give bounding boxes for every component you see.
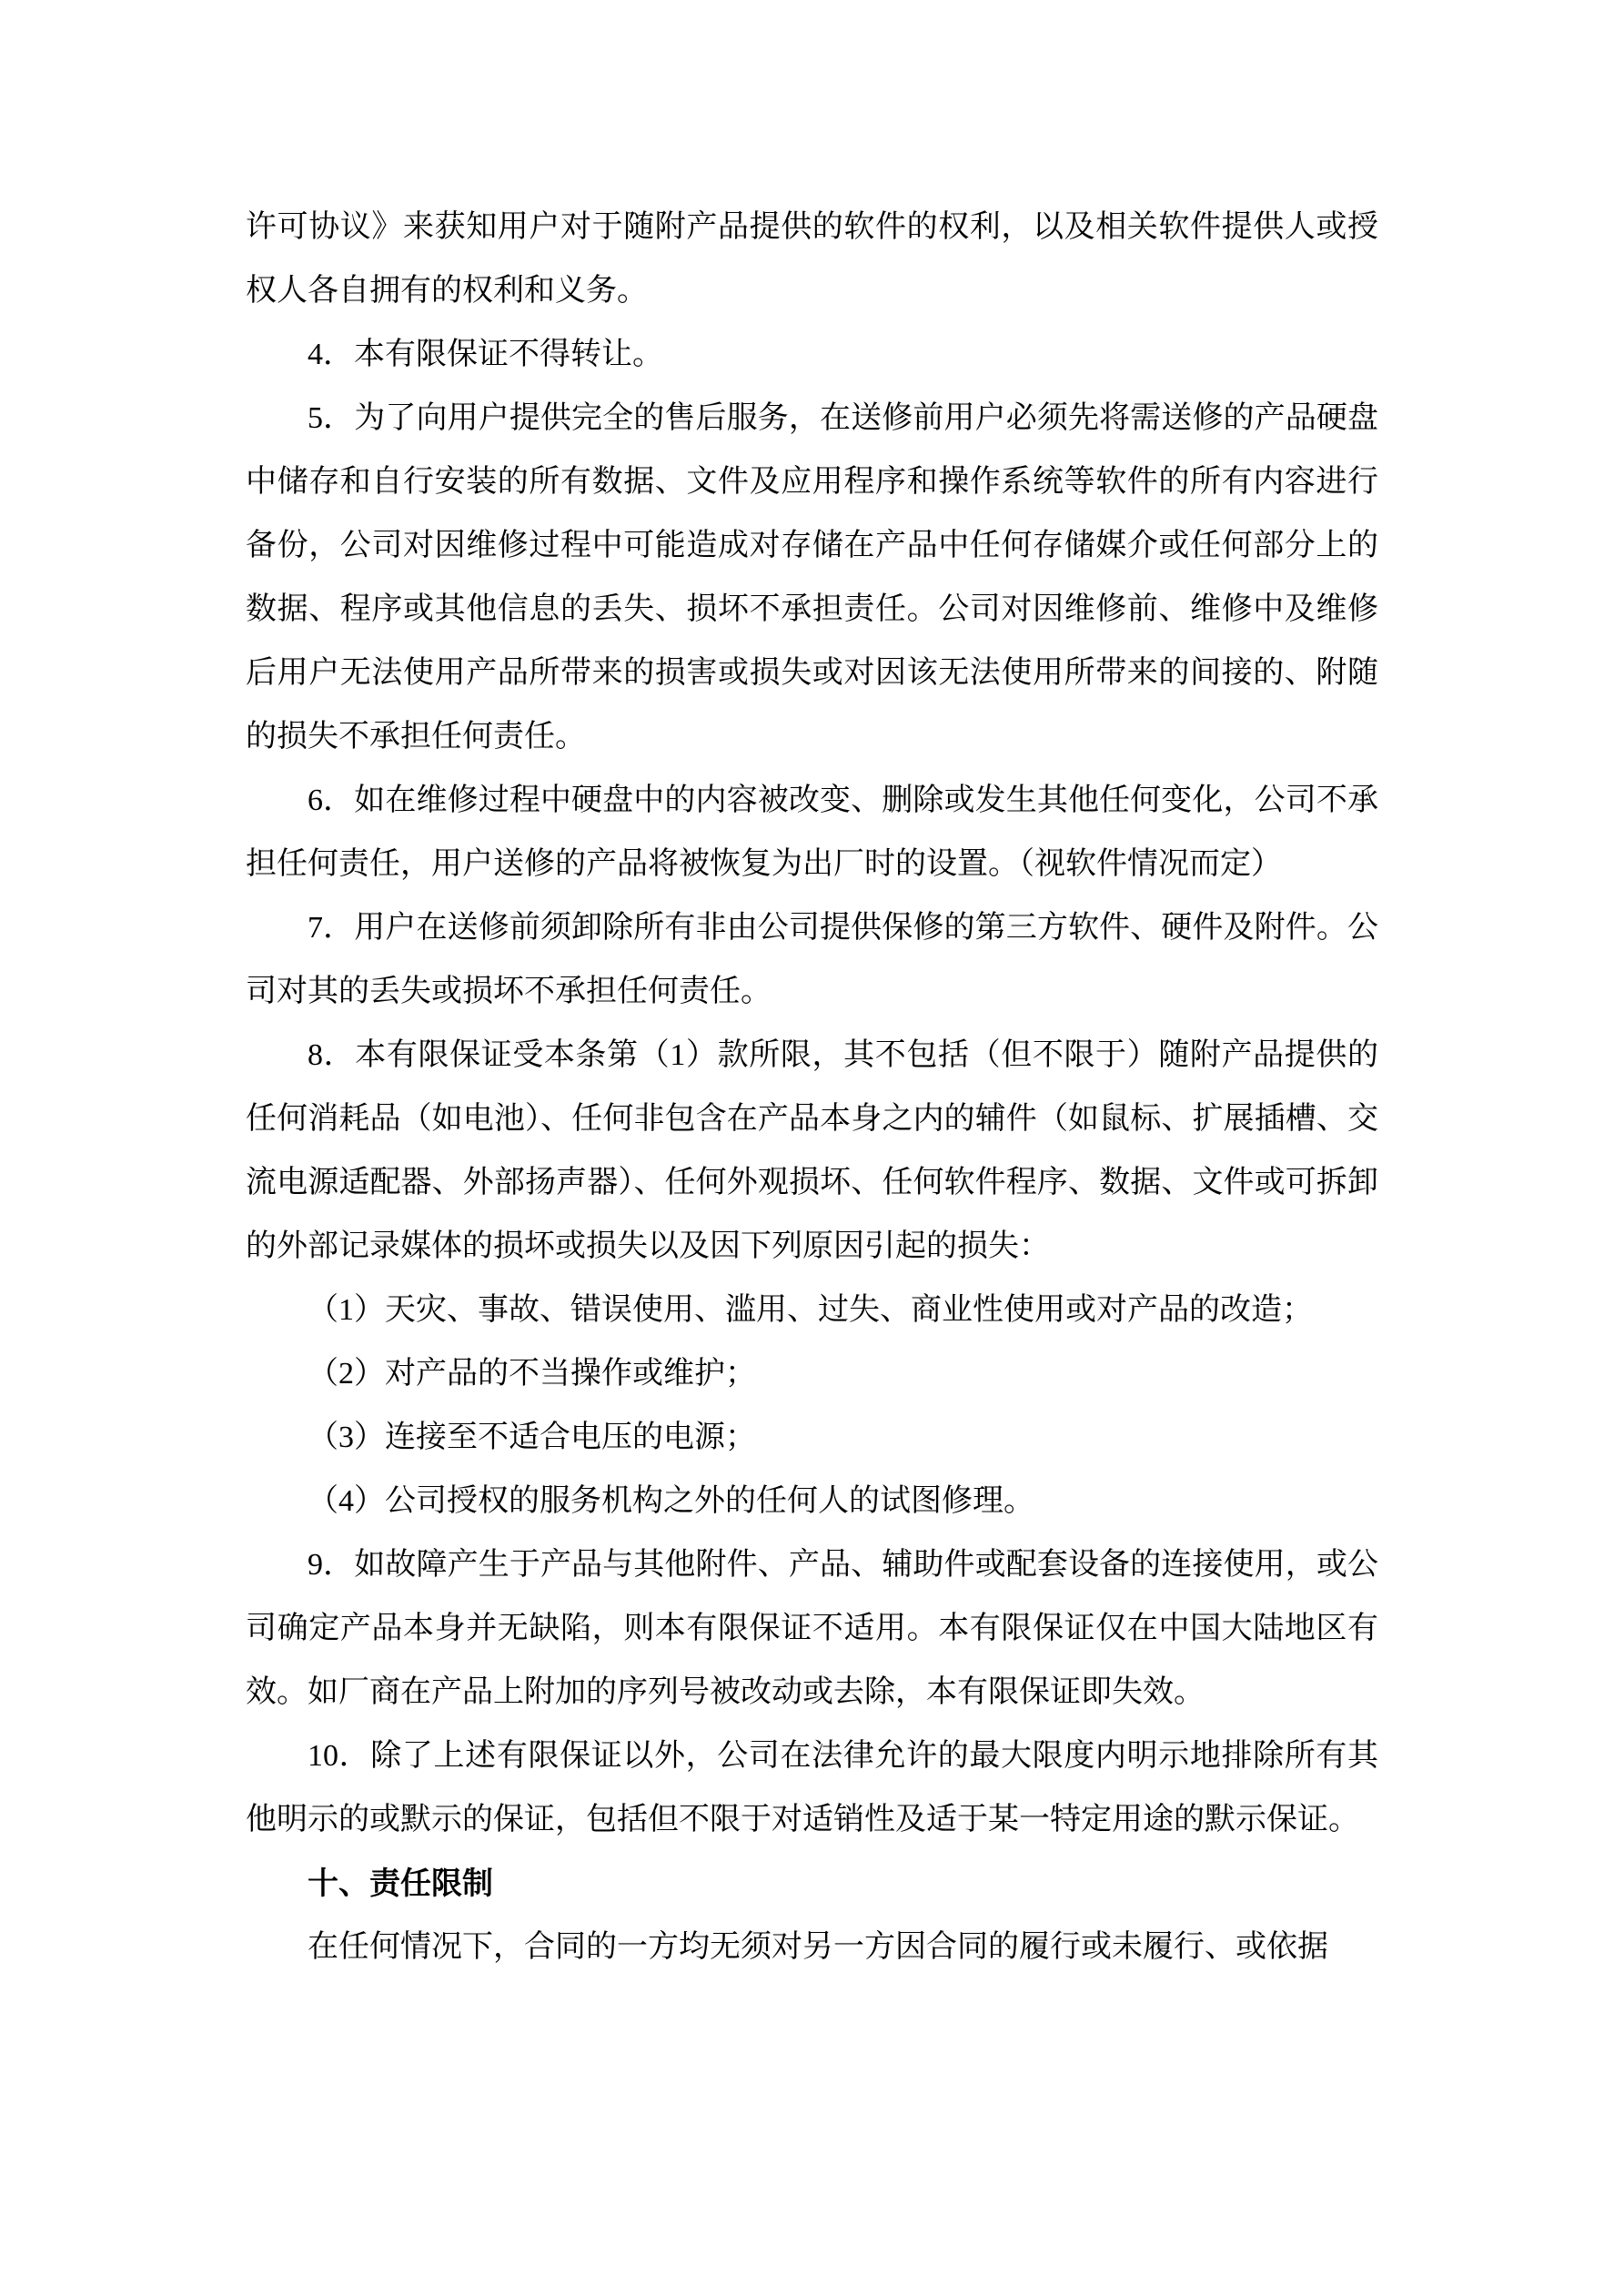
clause-8: 8．本有限保证受本条第（1）款所限，其不包括（但不限于）随附产品提供的任何消耗品（如电池）、任何非包含在产品本身之内的辅件（如鼠标、扩展插槽、交流电源适配器、外部扬声器）、任何外观损坏、任何软件程序、数据、文件或可拆卸的外部记录媒体的损坏或损失以及因下列原因引起的损失： [246, 1038, 1378, 1263]
clause-10: 10．除了上述有限保证以外，公司在法律允许的最大限度内明示地排除所有其他明示的或默示的保证，包括但不限于对适销性及适于某一特定用途的默示保证。 [246, 1739, 1378, 1836]
document-body [246, 196, 1378, 1979]
subclause-2: （2）对产品的不当操作或维护； [308, 1357, 756, 1391]
clause-5: 5．为了向用户提供完全的售后服务，在送修前用户必须先将需送修的产品硬盘中储存和自行安装的所有数据、文件及应用程序和操作系统等软件的所有内容进行备份，公司对因维修过程中可能造成对存储在产品中任何存储媒介或任何部分上的数据、程序或其他信息的丢失、损坏不承担责任。公司对因维修前、维修中及维修后用户无法使用产品所带来的损害或损失或对因该无法使用所带来的间接的、附随的损失不承担任何责任。 [246, 401, 1378, 754]
paragraph-continuation: 许可协议》来获知用户对于随附产品提供的软件的权利，以及相关软件提供人或授权人各自拥有的权利和义务。 [246, 210, 1378, 308]
clause-4: 4．本有限保证不得转让。 [308, 338, 663, 371]
subclause-3: （3）连接至不适合电压的电源； [308, 1421, 756, 1454]
clause-7: 7．用户在送修前须卸除所有非由公司提供保修的第三方软件、硬件及附件。公司对其的丢失或损坏不承担任何责任。 [246, 911, 1378, 1008]
paragraph-liability-intro: 在任何情况下，合同的一方均无须对另一方因合同的履行或未履行、或依据 [308, 1930, 1328, 1964]
subclause-1: （1）天灾、事故、错误使用、滥用、过失、商业性使用或对产品的改造； [308, 1293, 1313, 1327]
clause-9: 9．如故障产生于产品与其他附件、产品、辅助件或配套设备的连接使用，或公司确定产品本身并无缺陷，则本有限保证不适用。本有限保证仅在中国大陆地区有效。如厂商在产品上附加的序列号被改动或去除，本有限保证即失效。 [246, 1548, 1378, 1709]
section-heading-liability-limit: 十、责任限制 [308, 1866, 493, 1901]
clause-6: 6．如在维修过程中硬盘中的内容被改变、删除或发生其他任何变化，公司不承担任何责任，用户送修的产品将被恢复为出厂时的设置。（视软件情况而定） [246, 784, 1378, 881]
subclause-4: （4）公司授权的服务机构之外的任何人的试图修理。 [308, 1484, 1034, 1518]
